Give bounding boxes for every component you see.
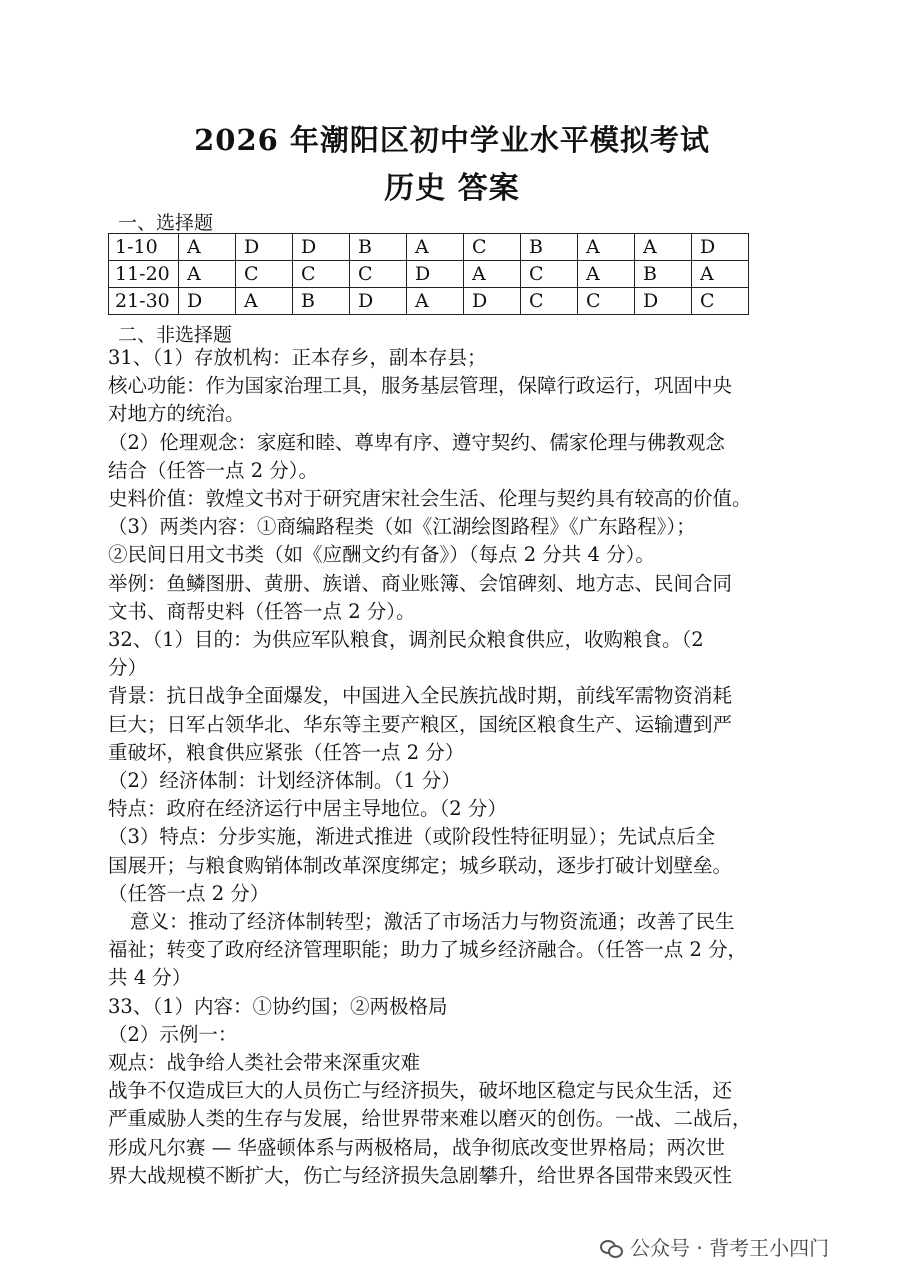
- answer-cell: B: [635, 261, 692, 288]
- answer-cell: C: [692, 288, 749, 315]
- answer-line: 文书、商帮史料（任答一点 2 分）。: [108, 599, 416, 623]
- answer-cell: C: [521, 261, 578, 288]
- answer-line: 巨大；日军占领华北、华东等主要产粮区，国统区粮食生产、运输遭到严: [108, 712, 733, 736]
- answer-cell: D: [635, 288, 692, 315]
- answer-cell: D: [464, 288, 521, 315]
- answer-cell: A: [179, 234, 236, 261]
- answer-cell: A: [578, 261, 635, 288]
- answer-row-label: 1-10: [109, 234, 179, 261]
- answer-line: ②民间日用文书类（如《应酬文约有备》）（每点 2 分共 4 分）。: [108, 543, 655, 567]
- answer-cell: A: [407, 288, 464, 315]
- answer-cell: B: [521, 234, 578, 261]
- answer-line: （2）示例一：: [108, 1022, 238, 1046]
- wechat-icon: [600, 1239, 622, 1255]
- answer-line: （3）两类内容：①商编路程类（如《江湖绘图路程》《广东路程》）；: [108, 515, 696, 539]
- answer-cell: C: [236, 261, 293, 288]
- answer-cell: A: [635, 234, 692, 261]
- page-subtitle: 历史 答案: [384, 171, 520, 206]
- answer-line: 严重威胁人类的生存与发展，给世界带来难以磨灭的创伤。一战、二战后，: [108, 1107, 752, 1131]
- answer-line: 共 4 分）: [108, 966, 192, 990]
- answer-row-label: 21-30: [109, 288, 179, 315]
- answer-line: 核心功能：作为国家治理工具，服务基层管理，保障行政运行，巩固中央: [108, 374, 733, 398]
- answer-line: 观点：战争给人类社会带来深重灾难: [108, 1051, 421, 1075]
- answer-row: [109, 234, 749, 261]
- answer-line: 结合（任答一点 2 分）。: [108, 458, 319, 482]
- answer-cell: C: [578, 288, 635, 315]
- answer-line: 31、（1）存放机构：正本存乡，副本存县；: [108, 346, 487, 369]
- answer-line: 福祉；转变了政府经济管理职能；助力了城乡经济融合。（任答一点 2 分，: [108, 938, 748, 962]
- wechat-watermark: [600, 1232, 829, 1261]
- section-heading-choice: 一、选择题: [118, 212, 214, 234]
- answer-line: 史料价值：敦煌文书对于研究唐宋社会生活、伦理与契约具有较高的价值。: [108, 487, 752, 511]
- answer-cell: D: [350, 288, 407, 315]
- answer-cell: C: [350, 261, 407, 288]
- answer-line: （2）经济体制：计划经济体制。（1 分）: [108, 769, 461, 793]
- section-heading-nonchoice: 二、非选择题: [118, 324, 233, 346]
- answer-cell: B: [293, 288, 350, 315]
- answer-line: （任答一点 2 分）: [108, 881, 270, 905]
- page-title: 2026 年潮阳区初中学业水平模拟考试: [194, 123, 710, 157]
- answer-line: 对地方的统治。: [108, 402, 245, 426]
- answer-line: 战争不仅造成巨大的人员伤亡与经济损失，破坏地区稳定与民众生活，还: [108, 1079, 733, 1103]
- answer-line: 分）: [108, 656, 148, 680]
- answer-line: 重破坏，粮食供应紧张（任答一点 2 分）: [108, 740, 465, 764]
- answer-body: [108, 344, 798, 1190]
- answer-cell: A: [578, 234, 635, 261]
- answer-table: [108, 233, 749, 315]
- answer-cell: D: [692, 234, 749, 261]
- answer-line: （2）伦理观念：家庭和睦、尊卑有序、遵守契约、儒家伦理与佛教观念: [108, 430, 725, 454]
- answer-cell: B: [350, 234, 407, 261]
- answer-line: 国展开；与粮食购销体制改革深度绑定；城乡联动，逐步打破计划壁垒。: [108, 853, 733, 877]
- answer-line: 背景：抗日战争全面爆发，中国进入全民族抗战时期，前线军需物资消耗: [108, 684, 733, 708]
- answer-row-label: 11-20: [109, 261, 179, 288]
- answer-line: 意义：推动了经济体制转型；激活了市场活力与物资流通；改善了民生: [130, 910, 735, 934]
- answer-row: [109, 288, 749, 315]
- answer-line: 特点：政府在经济运行中居主导地位。（2 分）: [108, 797, 507, 821]
- answer-cell: D: [236, 234, 293, 261]
- answer-cell: D: [293, 234, 350, 261]
- answer-cell: C: [521, 288, 578, 315]
- answer-cell: D: [407, 261, 464, 288]
- answer-line: 32、（1）目的：为供应军队粮食，调剂民众粮食供应，收购粮食。（2: [108, 628, 704, 652]
- watermark-text: 公众号 · 背考王小四门: [630, 1236, 830, 1260]
- answer-cell: A: [179, 261, 236, 288]
- answer-cell: A: [692, 261, 749, 288]
- answer-cell: A: [464, 261, 521, 288]
- answer-cell: D: [179, 288, 236, 315]
- answer-cell: C: [464, 234, 521, 261]
- answer-cell: A: [407, 234, 464, 261]
- answer-cell: C: [293, 261, 350, 288]
- answer-line: （3）特点：分步实施，渐进式推进（或阶段性特征明显）；先试点后全: [108, 825, 716, 849]
- answer-line: 33、（1）内容：①协约国；②两极格局: [108, 994, 448, 1018]
- answer-line: 形成凡尔赛 — 华盛顿体系与两极格局，战争彻底改变世界格局；两次世: [108, 1135, 725, 1159]
- answer-line: 举例：鱼鳞图册、黄册、族谱、商业账簿、会馆碑刻、地方志、民间合同: [108, 571, 733, 595]
- answer-row: [109, 261, 749, 288]
- answer-cell: A: [236, 288, 293, 315]
- answer-line: 界大战规模不断扩大，伤亡与经济损失急剧攀升，给世界各国带来毁灭性: [108, 1163, 733, 1187]
